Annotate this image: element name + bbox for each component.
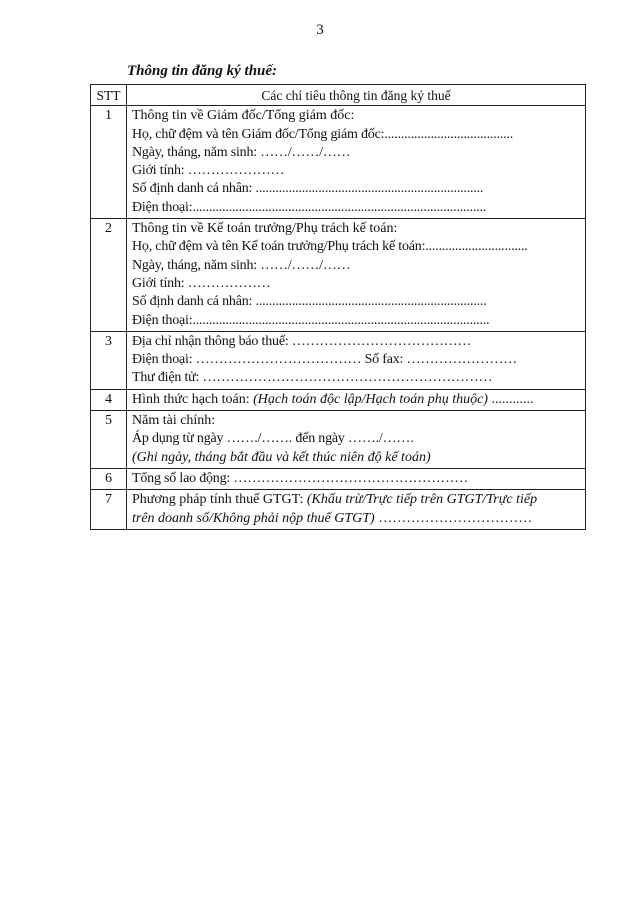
row-number: 3 [91,331,127,389]
table-row [91,490,586,530]
row-line: Số định danh cá nhân: ..................................................................... [132,181,484,197]
row-line: Số định danh cá nhân: ...................................................................... [132,294,487,310]
row-note: (Ghi ngày, tháng bắt đầu và kết thúc niên độ kế toán) [132,449,431,465]
row-number: 6 [91,468,127,489]
row-number: 2 [91,219,127,332]
content-header: Các chỉ tiêu thông tin đăng ký thuế [127,85,586,106]
table-row [91,389,586,410]
table-row [91,106,586,219]
table-row [91,411,586,469]
row-line: Giới tính: ……………… [132,275,271,291]
row-content [127,411,586,469]
row-line: Thông tin về Giám đốc/Tổng giám đốc: [132,108,355,124]
section-title: Thông tin đăng ký thuế: [127,63,278,79]
row-number: 5 [91,411,127,469]
row-content [127,106,586,219]
table-row [91,468,586,489]
stt-header: STT [91,85,127,106]
row-line: Áp dụng từ ngày ……./……. đến ngày ……./……. [132,431,414,447]
row-number: 4 [91,389,127,410]
accounting-form-label: Hình thức hạch toán: [132,391,254,407]
row-line [132,391,580,409]
row-line: Điện thoại: ……………………………… Số fax: …………………… [132,352,517,368]
row-number: 1 [91,106,127,219]
row-line: Năm tài chính: [132,413,216,429]
vat-method-label: Phương pháp tính thuế GTGT: [132,492,307,508]
page-number: 3 [316,22,324,38]
row-line [132,510,580,528]
row-line: Ngày, tháng, năm sinh: ……/……/…… [132,144,351,160]
vat-method-options-cont: trên doanh số/Không phải nộp thuế GTGT) [132,510,375,526]
row-line [132,491,580,509]
vat-method-options: (Khấu trừ/Trực tiếp trên GTGT/Trực tiếp [306,492,538,508]
row-content [127,219,586,332]
accounting-form-options: (Hạch toán độc lập/Hạch toán phụ thuộc) [253,391,488,407]
table-row [91,331,586,389]
row-line: Họ, chữ đệm và tên Giám đốc/Tổng giám đốc:....................................... [132,126,513,142]
tax-registration-table [90,84,586,530]
table-header-row [91,85,586,106]
row-line: Địa chỉ nhận thông báo thuế: ………………………………… [132,333,472,349]
row-content [127,490,586,530]
row-content [127,468,586,489]
row-content [127,331,586,389]
row-number: 7 [91,490,127,530]
row-line: Tổng số lao động: …………………………………………… [132,470,468,486]
row-content [127,389,586,410]
row-line: Giới tính: ………………… [132,163,285,179]
row-line: Thông tin về Kế toán trưởng/Phụ trách kế toán: [132,221,398,237]
row-line: Ngày, tháng, năm sinh: ……/……/…… [132,257,351,273]
row-line: Điện thoại:......................................................................................... [132,199,487,215]
row-line: Thư điện tử: ……………………………………………………… [132,370,493,386]
accounting-form-fill: ............ [487,391,534,407]
table-row [91,219,586,332]
row-line: Điện thoại:.......................................................................................... [132,312,490,328]
vat-method-fill: …………………………… [374,510,533,526]
row-line: Họ, chữ đệm và tên Kế toán trưởng/Phụ trách kế toán:............................... [132,239,528,255]
